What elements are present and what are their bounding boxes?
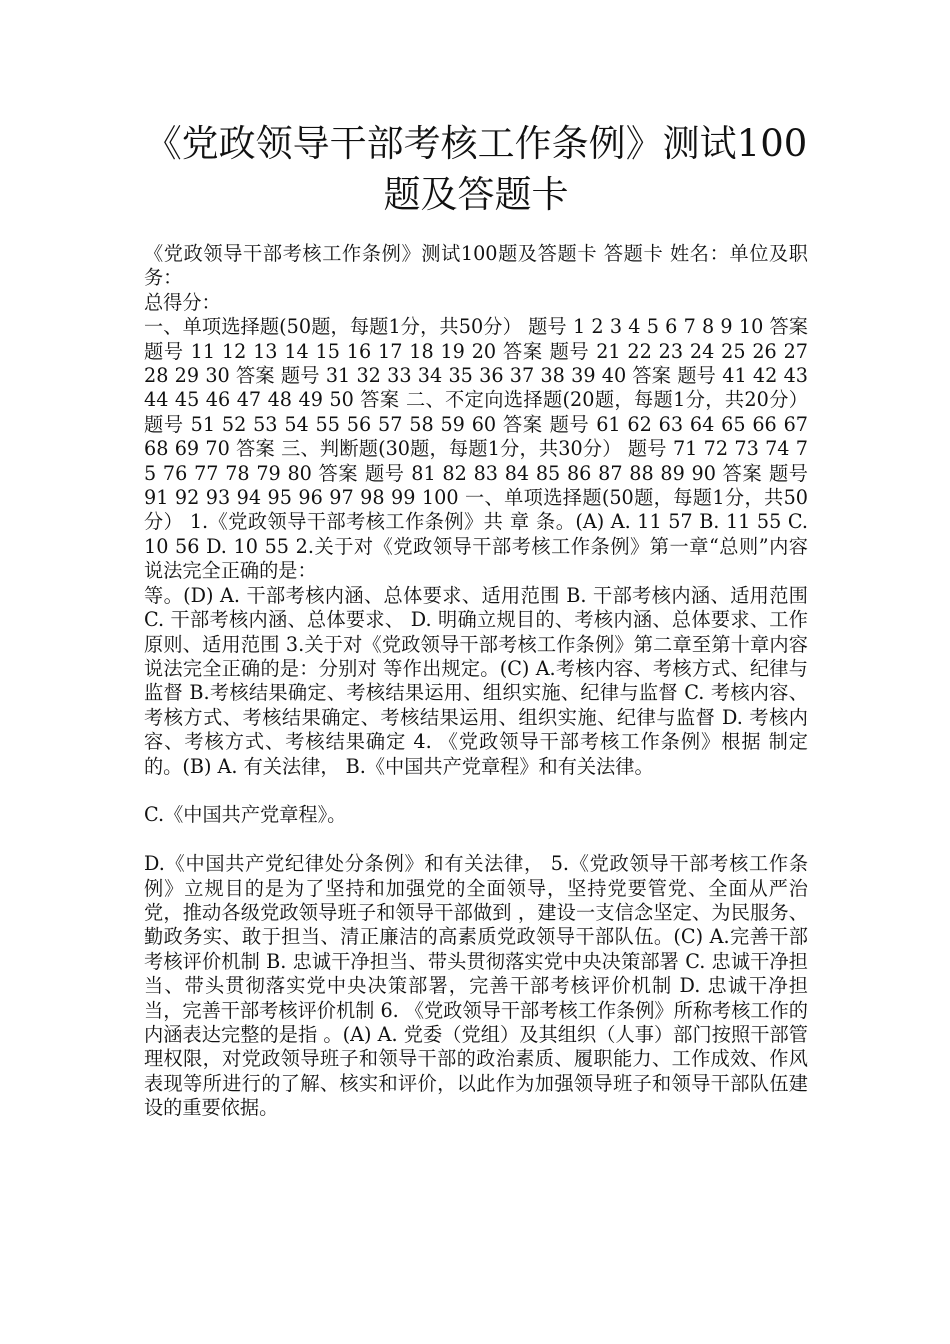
paragraph-total-score: 总得分：: [144, 290, 221, 314]
paragraph-questions-continued: D.《中国共产党纪律处分条例》和有关法律， 5.《党政领导干部考核工作条例》立规目的是为了坚持和加强党的全面领导，坚持党要管党、全面从严治党，推动各级党政领导班子和领导干部做到 ，建设一支信念坚定、为民服务、勤政务实、敢于担当、清正廉洁的高素质党政领导干部队伍。(C) A.完善干部考核评价机制 B. 忠诚干净担当、带头贯彻落实党中央决策部署 C. 忠诚干净担当、带头贯彻落实党中央决策部署，完善干部考核评价机制 D. 忠诚干净担当，完善干部考核评价机制 6. 《党政领导干部考核工作条例》所称考核工作的内涵表达完整的是指 。(A) A. 党委（党组）及其组织（人事）部门按照干部管理权限，对党政领导班子和领导干部的政治素质、履职能力、工作成效、作风表现等所进行的了解、核实和评价，以此作为加强领导班子和领导干部队伍建设的重要依据。: [144, 852, 808, 1120]
paragraph-questions: 等。(D) A. 干部考核内涵、总体要求、适用范围 B. 干部考核内涵、适用范围 C. 干部考核内涵、总体要求、 D. 明确立规目的、考核内涵、总体要求、工作原则、适用范围 3.关于对《党政领导干部考核工作条例》第二章至第十章内容说法完全正确的是：分别对 等作出规定。(C) A.考核内容、考核方式、纪律与监督 B.考核结果确定、考核结果运用、组织实施、纪律与监督 C. 考核内容、考核方式、考核结果确定、考核结果运用、组织实施、纪律与监督 D. 考核内容、考核方式、考核结果确定 4. 《党政领导干部考核工作条例》根据 制定的。(B) A. 有关法律， B.《中国共产党章程》和有关法律。: [144, 583, 808, 778]
paragraph-option-c: C.《中国共产党章程》。: [144, 803, 347, 827]
document-page: [144, 118, 808, 1121]
document-body: [144, 242, 808, 1121]
paragraph-answer-sheet: 一、单项选择题(50题，每题1分，共50分） 题号 1 2 3 4 5 6 7 8 9 10 答案 题号 11 12 13 14 15 16 17 18 19 20 答案 题号 21 22 23 24 25 26 27 28 29 30 答案 题号 31 32 33 34 35 36 37 38 39 40 答案 题号 41 42 43 44 45 46 47 48 49 50 答案 二、不定向选择题(20题，每题1分，共20分） 题号 51 52 53 54 55 56 57 58 59 60 答案 题号 61 62 63 64 65 66 67 68 69 70 答案 三、判断题(30题，每题1分，共30分） 题号 71 72 73 74 75 76 77 78 79 80 答案 题号 81 82 83 84 85 86 87 88 89 90 答案 题号 91 92 93 94 95 96 97 98 99 100 一、单项选择题(50题，每题1分，共50分） 1.《党政领导干部考核工作条例》共 章 条。(A) A. 11 57 B. 11 55 C. 10 56 D. 10 55 2.关于对《党政领导干部考核工作条例》第一章“总则”内容说法完全正确的是：: [144, 315, 808, 583]
document-title: 《党政领导干部考核工作条例》测试100题及答题卡: [144, 122, 808, 216]
paragraph-header: 《党政领导干部考核工作条例》测试100题及答题卡 答题卡 姓名：单位及职务：: [144, 242, 808, 290]
